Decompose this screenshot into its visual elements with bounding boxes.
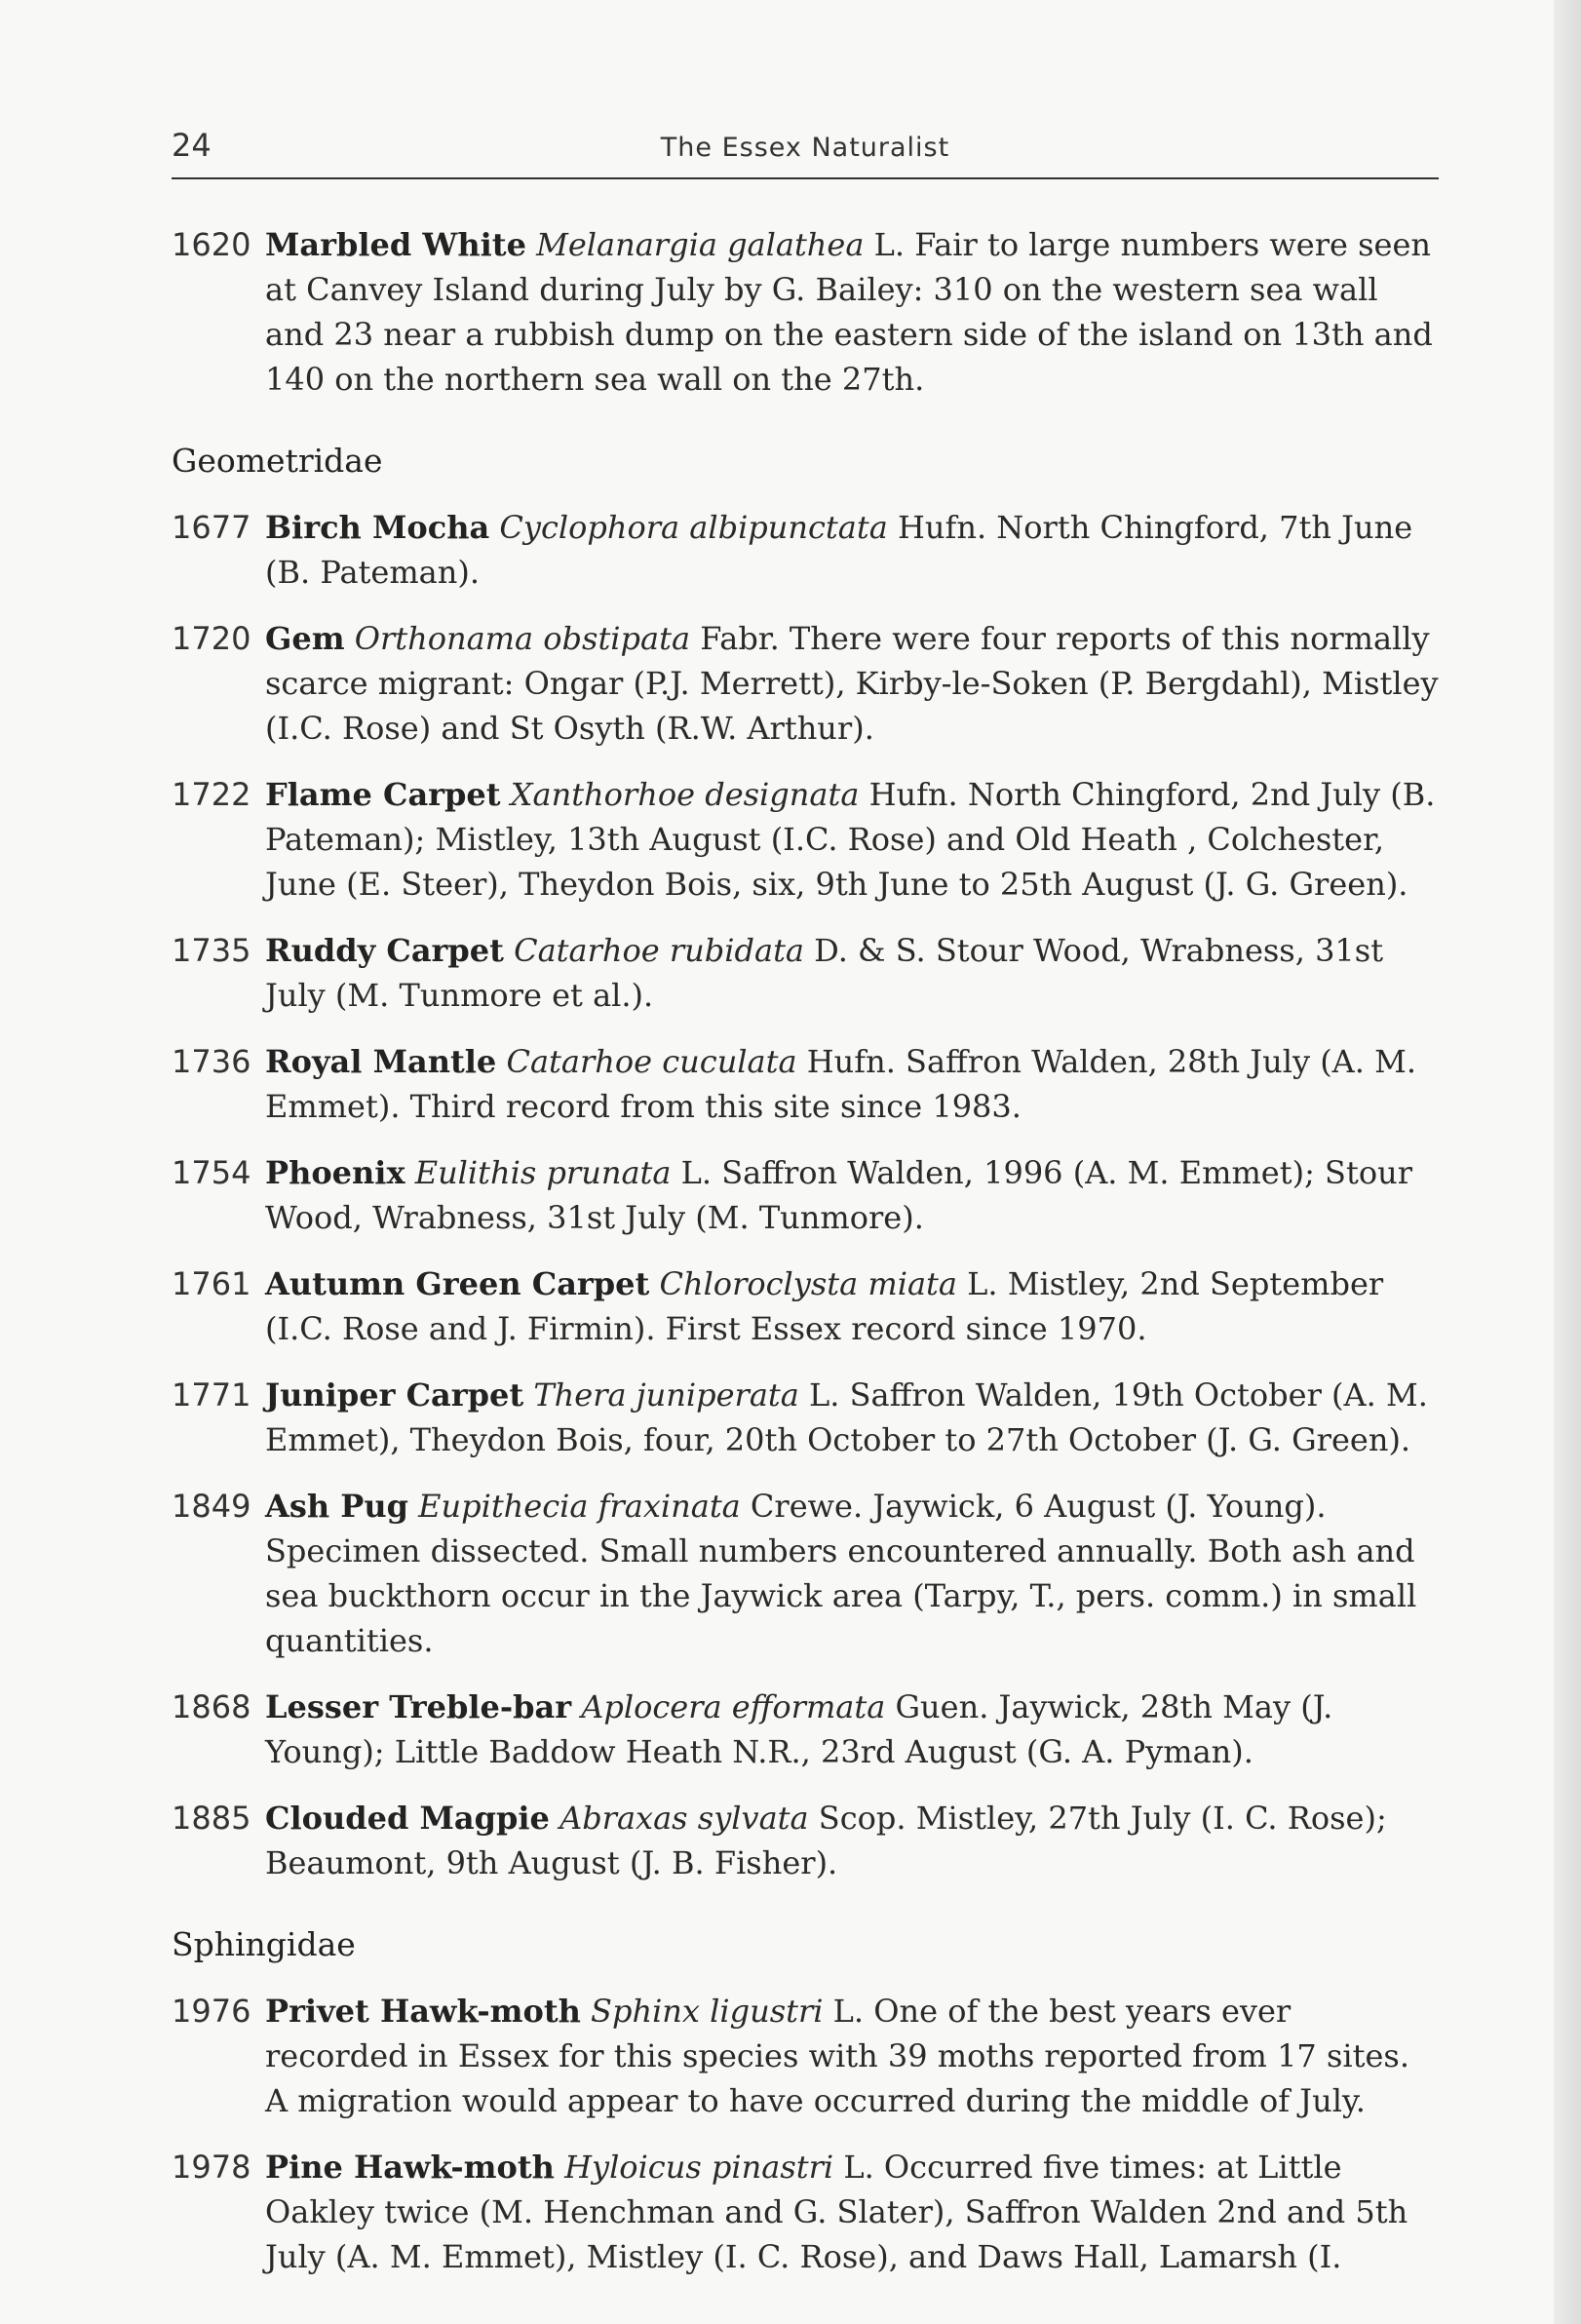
entry-text: Hufn. North Chingford, 2nd July (B. Pateman); Mistley, 13th August (I.C. Rose) and Old Heath , Colchester, June (E. Steer), Theydon Bois, six, 9th June to 25th August (J. G. Green).	[265, 776, 1436, 903]
species-entry	[172, 616, 1439, 751]
entry-number: 1735	[172, 932, 251, 969]
common-name: Birch Mocha	[265, 509, 490, 546]
entry-text: Hufn. Saffron Walden, 28th July (A. M. Emmet). Third record from this site since 1983.	[265, 1043, 1417, 1125]
latin-name: Xanthorhoe designata	[510, 776, 860, 813]
running-title: The Essex Naturalist	[660, 133, 950, 163]
latin-name: Abraxas sylvata	[559, 1800, 809, 1837]
entry-number: 1677	[172, 509, 251, 546]
page-number: 24	[172, 127, 212, 164]
latin-name: Orthonama obstipata	[354, 620, 691, 657]
species-entry	[172, 1484, 1439, 1663]
species-entry	[172, 1150, 1439, 1240]
entry-number: 1720	[172, 620, 251, 657]
common-name: Ruddy Carpet	[265, 932, 504, 969]
species-entry	[172, 1989, 1439, 2123]
latin-name: Sphinx ligustri	[591, 1993, 824, 2030]
latin-name: Melanargia galathea	[536, 226, 865, 263]
species-entry	[172, 2145, 1439, 2279]
entry-text: L. Saffron Walden, 1996 (A. M. Emmet); Stour Wood, Wrabness, 31st July (M. Tunmore).	[265, 1154, 1412, 1236]
entry-text: L. One of the best years ever recorded in Essex for this species with 39 moths reported from 17 sites. A migration would appear to have occurred during the middle of July.	[265, 1993, 1409, 2119]
common-name: Gem	[265, 620, 345, 657]
entry-number: 1885	[172, 1800, 251, 1837]
common-name: Privet Hawk-moth	[265, 1993, 581, 2030]
entry-text: Guen. Jaywick, 28th May (J. Young); Little Baddow Heath N.R., 23rd August (G. A. Pyman).	[265, 1688, 1333, 1770]
entry-number: 1771	[172, 1376, 251, 1414]
latin-name: Catarhoe rubidata	[514, 932, 804, 969]
entry-text: Scop. Mistley, 27th July (I. C. Rose); Beaumont, 9th August (J. B. Fisher).	[265, 1800, 1387, 1881]
species-entry	[172, 1796, 1439, 1885]
common-name: Autumn Green Carpet	[265, 1265, 650, 1302]
entry-number: 1761	[172, 1265, 251, 1302]
species-entry	[172, 222, 1439, 402]
common-name: Pine Hawk-moth	[265, 2149, 555, 2186]
species-entry	[172, 1261, 1439, 1351]
entry-text: L. Mistley, 2nd September (I.C. Rose and J. Firmin). First Essex record since 1970.	[265, 1265, 1384, 1347]
species-entry	[172, 1685, 1439, 1774]
latin-name: Eulithis prunata	[414, 1154, 672, 1191]
entry-number: 1736	[172, 1043, 251, 1080]
species-entry	[172, 928, 1439, 1018]
species-entry	[172, 1373, 1439, 1462]
entry-number: 1754	[172, 1154, 251, 1191]
entry-number: 1722	[172, 776, 251, 813]
species-entry	[172, 772, 1439, 907]
common-name: Marbled White	[265, 226, 526, 263]
latin-name: Thera juniperata	[533, 1376, 799, 1414]
common-name: Phoenix	[265, 1154, 405, 1191]
species-entry	[172, 505, 1439, 595]
entry-number: 1620	[172, 226, 251, 263]
entry-text: L. Saffron Walden, 19th October (A. M. Emmet), Theydon Bois, four, 20th October to 27th October (J. G. Green).	[265, 1376, 1428, 1458]
common-name: Clouded Magpie	[265, 1800, 550, 1837]
common-name: Ash Pug	[265, 1488, 408, 1525]
common-name: Flame Carpet	[265, 776, 501, 813]
page-header	[172, 127, 1439, 179]
page-content	[172, 222, 1439, 2301]
entry-text: Hufn. North Chingford, 7th June (B. Pateman).	[265, 509, 1413, 591]
entry-text: D. & S. Stour Wood, Wrabness, 31st July (M. Tunmore et al.).	[265, 932, 1384, 1014]
latin-name: Aplocera efformata	[581, 1688, 886, 1725]
entry-number: 1868	[172, 1688, 251, 1725]
entry-number: 1976	[172, 1993, 251, 2030]
common-name: Royal Mantle	[265, 1043, 497, 1080]
entry-text: L. Occurred five times: at Little Oakley twice (M. Henchman and G. Slater), Saffron Walden 2nd and 5th July (A. M. Emmet), Mistley (I. C. Rose), and Daws Hall, Lamarsh (I.	[265, 2149, 1408, 2275]
entry-number: 1978	[172, 2149, 251, 2186]
entry-number: 1849	[172, 1488, 251, 1525]
section-heading: Geometridae	[172, 442, 383, 480]
section-heading: Sphingidae	[172, 1925, 356, 1963]
latin-name: Hyloicus pinastri	[564, 2149, 834, 2186]
entry-text: Crewe. Jaywick, 6 August (J. Young). Specimen dissected. Small numbers encountered annually. Both ash and sea buckthorn occur in the Jaywick area (Tarpy, T., pers. comm.) in small quantities.	[265, 1488, 1417, 1659]
entry-text: Fabr. There were four reports of this normally scarce migrant: Ongar (P.J. Merrett), Kirby-le-Soken (P. Bergdahl), Mistley (I.C. Rose) and St Osyth (R.W. Arthur).	[265, 620, 1439, 747]
entry-text: L. Fair to large numbers were seen at Canvey Island during July by G. Bailey: 310 on the western sea wall and 23 near a rubbish dump on the eastern side of the island on 13th and 140 on the northern sea wall on the 27th.	[265, 226, 1433, 398]
latin-name: Chloroclysta miata	[659, 1265, 957, 1302]
species-entry	[172, 1039, 1439, 1129]
common-name: Lesser Treble-bar	[265, 1688, 572, 1725]
latin-name: Eupithecia fraxinata	[418, 1488, 741, 1525]
latin-name: Cyclophora albipunctata	[499, 509, 888, 546]
latin-name: Catarhoe cuculata	[506, 1043, 797, 1080]
page-edge	[1554, 0, 1581, 2324]
common-name: Juniper Carpet	[265, 1376, 524, 1414]
